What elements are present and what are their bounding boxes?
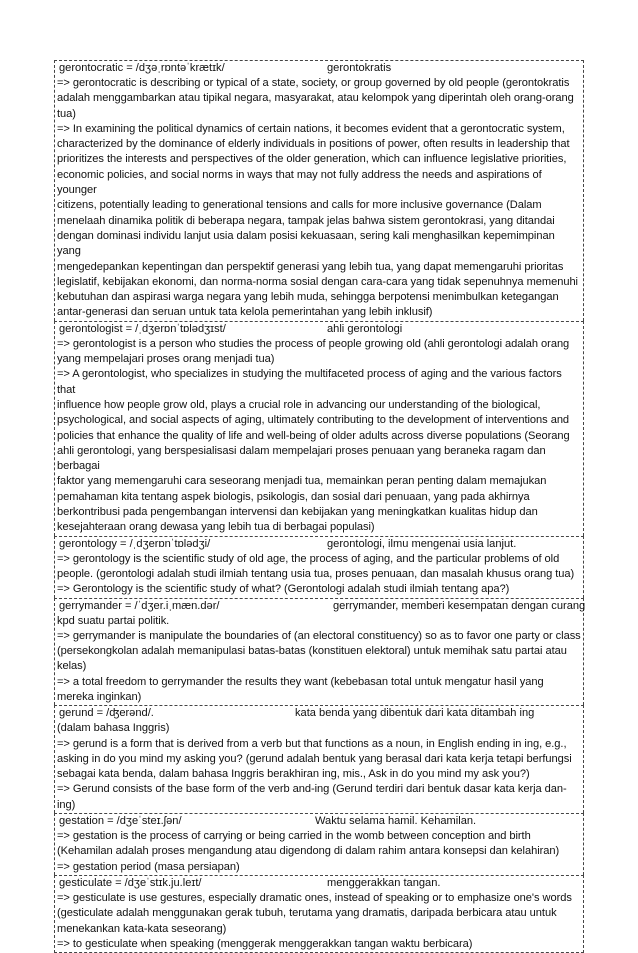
vocab-entry xyxy=(54,598,584,706)
entry-line: menelaah dinamika politik di beberapa negara, tampak jelas bahwa sistem gerontokrasi, yang ditandai xyxy=(57,214,555,227)
vocab-entry xyxy=(54,875,584,953)
entry-body xyxy=(57,76,581,321)
entry-line: => gerontologist is a person who studies the process of people growing old (ahli gerontologi adalah orang xyxy=(57,337,570,350)
entry-line: dengan dominasi individu lanjut usia dalam posisi kekuasaan, sering kali menghasilkan kepemimpinan yang xyxy=(57,229,555,258)
entry-line: policies that enhance the quality of life and well-being of older adults across diverse populations (Seorang xyxy=(57,429,570,442)
entry-line: (Kehamilan adalah proses mengandung atau digendong di dalam rahim antara konsepsi dan kelahiran) xyxy=(57,845,560,858)
entry-line: characterized by the dominance of elderly individuals in positions of power, often results in leadership that xyxy=(57,138,570,151)
entry-line: pemahaman kita tentang aspek biologis, psikologis, dan sosial dari penuaan, yang pada akhirnya xyxy=(57,490,530,503)
entry-line: => a total freedom to gerrymander the results they want (kebebasan total untuk mengatur hasil yang xyxy=(57,675,544,688)
headword: gerontocratic = /dʒəˌrɒntəˈkrætɪk/ xyxy=(59,62,225,74)
entry-line: => gesticulate is use gestures, especially dramatic ones, instead of speaking or to emphasize one's words xyxy=(57,891,572,904)
entry-line: faktor yang memengaruhi cara seseorang menjadi tua, memainkan peran penting dalam memajukan xyxy=(57,475,547,488)
entry-header xyxy=(57,61,581,76)
vocab-entry xyxy=(54,321,584,536)
entry-line: legislatif, kebijakan ekonomi, dan norma-norma sosial dengan cara-cara yang tidak sepenuhnya memenuhi xyxy=(57,275,578,288)
entry-header xyxy=(57,706,581,721)
entry-line: => gerontocratic is describing or typical of a state, society, or group governed by old people (gerontokratis xyxy=(57,77,570,89)
entry-header xyxy=(57,814,581,829)
headword: gerund = /ʤerənd/. xyxy=(59,707,154,720)
entry-line: mengedepankan kepentingan dan perspektif generasi yang lebih tua, yang dapat memengaruhi prioritas xyxy=(57,260,564,273)
entry-line: tua) xyxy=(57,107,76,120)
entry-line: people. (gerontologi adalah studi ilmiah tentang usia tua, proses penuaan, dan masalah khusus orang tua) xyxy=(57,567,575,580)
vocab-entry xyxy=(54,813,584,875)
entry-body xyxy=(57,721,581,813)
entry-header xyxy=(57,322,581,337)
entry-header xyxy=(57,599,586,614)
headword: gesticulate = /dʒeˈstɪk.ju.leɪt/ xyxy=(59,876,202,889)
entry-line: => Gerund consists of the base form of the verb and-ing (Gerund terdiri dari bentuk dasar kata kerja dan-ing) xyxy=(57,783,567,811)
entry-line: prioritizes the interests and perspectives of the older generation, which can influence legislative priorities, xyxy=(57,153,567,166)
entry-line: => In examining the political dynamics of certain nations, it becomes evident that a gerontocratic system, xyxy=(57,122,565,135)
entry-line: => to gesticulate when speaking (menggerak menggerakkan tangan waktu berbicara) xyxy=(57,937,473,950)
entry-line: asking in do you mind my asking you? (gerund adalah bentuk yang berasal dari kata kerja tetapi berfungsi xyxy=(57,752,572,765)
entry-line: (persekongkolan adalah memanipulasi batas-batas (konstituen elektoral) untuk memihak satu partai atau xyxy=(57,645,567,658)
translation: ahli gerontologi xyxy=(327,322,403,335)
entry-line: ahli gerontologi, yang berspesialisasi dalam mempelajari proses penuaan yang beraneka ragam dan berbagai xyxy=(57,444,546,473)
entry-line: (gesticulate adalah menggunakan gerak tubuh, terutama yang dramatis, daripada berbicara atau untuk xyxy=(57,907,557,920)
entry-body xyxy=(57,829,581,875)
vocab-entry xyxy=(54,705,584,813)
entry-line: kpd suatu partai politik. xyxy=(57,614,170,627)
entry-line: antar-generasi dan seruan untuk tata kelola pemerintahan yang lebih inklusif) xyxy=(57,306,433,319)
translation: Waktu selama hamil. Kehamilan. xyxy=(315,815,477,828)
translation: gerontologi, ilmu mengenai usia lanjut. xyxy=(327,537,517,550)
entry-body xyxy=(57,614,581,706)
entry-line: influence how people grow old, plays a crucial role in advancing our understanding of the biological, xyxy=(57,398,541,411)
entry-body xyxy=(57,337,581,536)
entry-line: sebagai kata benda, dalam bahasa Inggris berakhiran ing, mis., Ask in do you mind my ask you?) xyxy=(57,768,530,781)
entry-line: yang mempelajari proses orang menjadi tua) xyxy=(57,353,275,366)
entry-line: kesejahteraan orang dewasa yang lebih tua di berbagai populasi) xyxy=(57,521,375,534)
entry-line: citizens, potentially leading to generational tensions and calls for more inclusive governance (Dalam xyxy=(57,199,542,212)
vocabulary-document xyxy=(54,60,584,953)
headword: gestation = /dʒeˈsteɪ.ʃən/ xyxy=(59,815,182,828)
headword: gerrymander = /ˈdʒer.iˌmæn.dər/ xyxy=(59,599,220,612)
entry-header xyxy=(57,876,581,891)
entry-line: => gerontology is the scientific study of old age, the process of aging, and the particular problems of old xyxy=(57,552,560,565)
entry-line: => gestation is the process of carrying or being carried in the womb between conception and birth xyxy=(57,830,531,843)
entry-line: kebutuhan dan aspirasi warga negara yang lebih muda, sehingga berpotensi menimbulkan ketegangan xyxy=(57,291,559,304)
entry-line: psychological, and social aspects of aging, ultimately contributing to the development of interventions and xyxy=(57,414,570,427)
translation: menggerakkan tangan. xyxy=(327,876,441,889)
entry-line: menekankan kata-kata seseorang) xyxy=(57,922,227,935)
entry-line: kelas) xyxy=(57,660,87,673)
entry-line: => A gerontologist, who specializes in studying the multifaceted process of aging and the various factors that xyxy=(57,368,562,396)
entry-header xyxy=(57,537,581,552)
entry-line: berkontribusi pada pengembangan intervensi dan kebijakan yang meningkatkan kualitas hidup dan xyxy=(57,506,538,519)
headword: gerontologist = /ˌdʒerɒnˈtɒlədʒɪst/ xyxy=(59,322,226,335)
entry-line: mereka inginkan) xyxy=(57,690,142,703)
translation: kata benda yang dibentuk dari kata ditambah ing xyxy=(295,707,535,720)
translation: gerrymander, memberi kesempatan dengan curang xyxy=(333,599,586,612)
entry-line: adalah menggambarkan atau tipikal negara, masyarakat, atau kelompok yang diperintah oleh orang-orang xyxy=(57,92,574,105)
vocab-entry xyxy=(54,536,584,598)
entry-line: economic policies, and social norms in ways that may not fully address the needs and aspirations of younger xyxy=(57,168,542,197)
entry-body xyxy=(57,552,581,598)
vocab-entry xyxy=(54,60,584,321)
entry-body xyxy=(57,891,581,952)
entry-line: (dalam bahasa Inggris) xyxy=(57,722,170,735)
translation: gerontokratis xyxy=(327,62,392,74)
headword: gerontology = /ˌdʒerɒnˈtɒlədʒi/ xyxy=(59,537,211,550)
entry-line: => gerund is a form that is derived from a verb but that functions as a noun, in English ending in ing, e.g., xyxy=(57,737,567,750)
entry-line: => gestation period (masa persiapan) xyxy=(57,860,240,873)
entry-line: => gerrymander is manipulate the boundaries of (an electoral constituency) so as to favor one party or class xyxy=(57,629,581,642)
entry-line: => Gerontology is the scientific study of what? (Gerontologi adalah studi ilmiah tentang apa?) xyxy=(57,583,510,596)
